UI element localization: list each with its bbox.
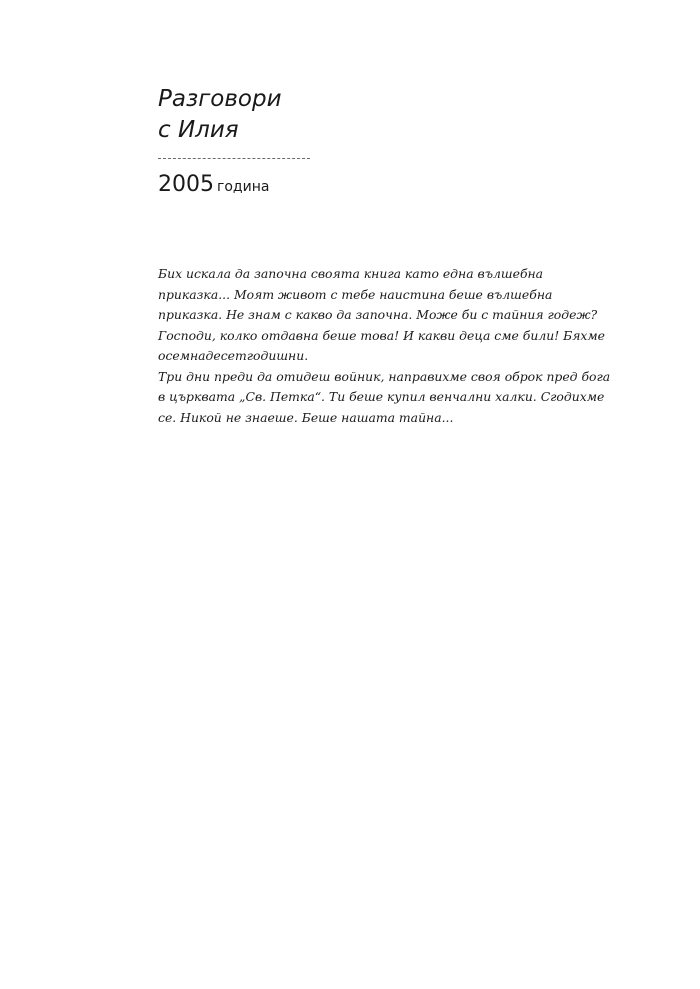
dashed-divider — [158, 158, 310, 159]
body-line: Господи, колко отдавна беше това! И какви деца сме били! Бяхме — [158, 327, 606, 343]
body-line: Бих искала да започна своята книга като една вълшебна — [158, 266, 544, 281]
body-line: приказка... Моят живот с тебе наистина беше вълшебна — [158, 286, 553, 302]
chapter-title — [158, 84, 458, 146]
body-line: в църквата „Св. Петка“. Ти беше купил венчални халки. Сгодихме — [158, 389, 605, 404]
chapter-title-line-2: с Илия — [158, 117, 239, 143]
chapter-year — [158, 172, 269, 197]
year-word: година — [217, 179, 270, 195]
body-line: се. Никой не знаеше. Беше нашата тайна... — [158, 409, 454, 425]
year-number: 2005 — [158, 172, 214, 197]
body-paragraph — [158, 264, 611, 428]
chapter-title-line-1: Разговори — [158, 86, 282, 112]
body-line: осемнадесетгодишни. — [158, 348, 309, 363]
body-line: приказка. Не знам с какво да започна. Може би с тайния годеж? — [158, 307, 598, 322]
body-line: Три дни преди да отидеш войник, направихме своя оброк пред бога — [158, 368, 611, 384]
